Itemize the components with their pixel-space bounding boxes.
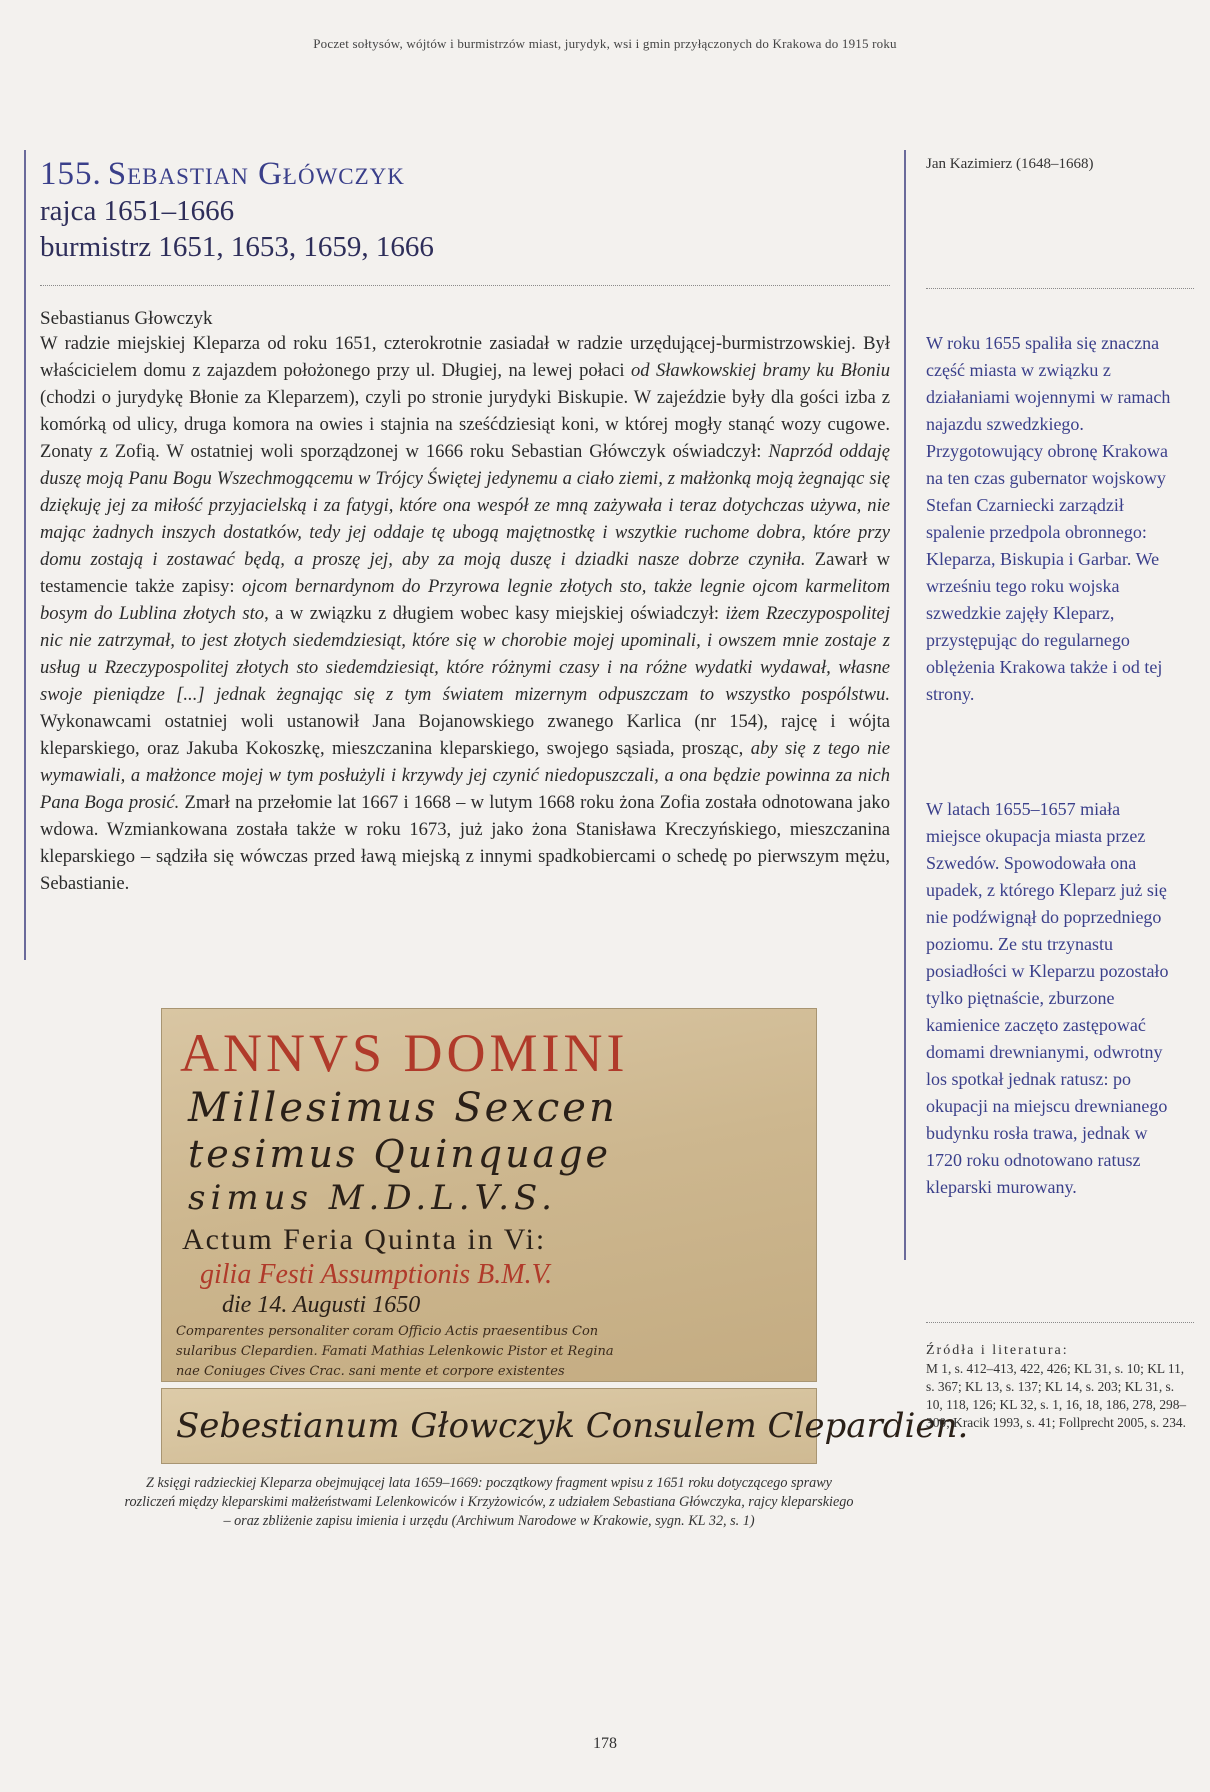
quote-part: iżem Rzeczypospolitej nic nie zatrzymał, to jest złotych siedemdziesiąt, które się w chorobie mojej upominali, i owszem mnie zostaje z usług u Rzeczypospolitej złotych sto siedemdziesiąt, które różnymi czasy i na różne wydatki wydawał, własne swoje pieniądze [...] jednak żegnając się z tym światem mizernym odpuszczam to wszystko pospólstwu.: [40, 603, 890, 705]
manuscript-line: simus M.D.L.V.S.: [188, 1178, 557, 1218]
margin-note-2: W latach 1655–1657 miała miejsce okupacja miasta przez Szwedów. Spowodowała ona upadek, z którego Kleparz już się nie podźwignął do poprzedniego poziomu. Ze stu trzynastu posiadłości w Kleparzu pozostało tylko piętnaście, zburzone kamienice zaczęto zastępować domami drewnianymi, odwrotny los spotkał jednak ratusz: po okupacji na miejscu drewnianego budynku rosła trawa, jednak w 1720 roku odnotowano ratusz kleparski murowany.: [926, 799, 1169, 1197]
manuscript-line: gilia Festi Assumptionis B.M.V.: [200, 1259, 553, 1290]
zoom-line: Sebestianum Głowczyk Consulem Clepardien.: [176, 1406, 969, 1446]
manuscript-line: Actum Feria Quinta in Vi:: [182, 1223, 547, 1256]
office-mayor: burmistrz 1651, 1653, 1659, 1666: [40, 231, 434, 263]
text-part: Wykonawcami ostatniej woli ustanowił Jana Bojanowskiego zwanego Karlica (nr 154), rajcę i wójta kleparskiego, oraz Jakuba Kokoszkę, mieszczanina kleparskiego, swojego sąsiada, prosząc,: [40, 711, 890, 759]
quote-part: Naprzód oddaję duszę moją Panu Bogu Wszechmogącemu w Trójcy Świętej jedynemu a ciało ziemi, z małżonką moją żegnając się dziękuję jej za miłość przyjacielską i za fatygi, które ona wespół ze mną zażywała i teraz dotychczas używa, nie mając żadnych inszych dostatków, tedy jej oddaje tę ubogą majętnostkę i wszytkie ruchome dobra, które przy domu zostają i zostawać będą, a proszę jej, aby za moją duszę i dziadki nasze dobrze czyniła.: [40, 441, 890, 570]
entry-name: Sebastian Główczyk: [107, 156, 405, 192]
entry: [40, 150, 890, 897]
manuscript-line: Millesimus Sexcen: [188, 1085, 618, 1131]
margin-dotted-divider: [926, 288, 1194, 289]
manuscript-image: [161, 1008, 817, 1382]
page-number: 178: [593, 1735, 617, 1752]
image-caption: Z księgi radzieckiej Kleparza obejmującej lata 1659–1669: początkowy fragment wpisu z 1651 roku dotyczącego sprawy rozliczeń między kleparskimi małżeństwami Lelenkowiców i Krzyżowiców, z udziałem Sebastiana Główczyka, rajcy kleparskiego – oraz zbliżenie zapisu imienia i urzędu (Archiwum Narodowe w Krakowie, sygn. KL 32, s. 1): [124, 1475, 854, 1529]
quote-part: aby się z tego nie wymawiali, a małżonce mojej w tym posłużyli i krzywdy jej czynić niedopuszczali, a ona będzie powinna za nich Pana Boga prosić.: [40, 738, 891, 813]
sources-label: Źródła i literatura:: [926, 1343, 1069, 1358]
entry-title: [40, 156, 890, 193]
entry-number: 155.: [40, 156, 102, 192]
text-part: Zmarł na przełomie lat 1667 i 1668 – w lutym 1668 roku żona Zofia została odnotowana jako wdowa. Wzmiankowana została także w roku 1673, już jako żona Stanisława Kreczyńskiego, mieszczanina kleparskiego – sądziła się wówczas przed ławą miejską z innymi spadkobiercami o schedę po pierwszym mężu, Sebastianie.: [40, 792, 890, 894]
sources: [926, 1342, 1194, 1432]
ruler-heading: Jan Kazimierz (1648–1668): [926, 156, 1094, 172]
manuscript-line: die 14. Augusti 1650: [222, 1292, 421, 1318]
margin-note-1: W roku 1655 spaliła się znaczna część miasta w związku z działaniami wojennymi w ramach najazdu szwedzkiego. Przygotowujący obronę Krakowa na ten czas gubernator wojskowy Stefan Czarniecki zarządził spalenie przedpola obronnego: Kleparza, Biskupia i Garbar. We wrześniu tego roku wojska szwedzkie zajęły Kleparz, przystępując do regularnego oblężenia Krakowa także i od tej strony.: [926, 333, 1171, 704]
text-part: (chodzi o jurydykę Błonie za Kleparzem), czyli po stronie jurydyki Biskupie. W zajeździe były dla gości izba z komórką od ulicy, druga komora na owies i stajnia na sześćdziesiąt koni, w której mogły stanąć wozy cugowe. Zonaty z Zofią. W ostatniej woli sporządzonej w 1666 roku Sebastian Główczyk oświadczył:: [40, 387, 890, 462]
text-part: Zawarł w testamencie także zapisy:: [40, 549, 890, 597]
biography-text: [40, 330, 890, 897]
text-part: W radzie miejskiej Kleparza od roku 1651, czterokrotnie zasiadał w radzie urzędującej-burmistrzowskiej. Był właścicielem domu z zajazdem położonego przy ul. Długiej, na lewej połaci: [40, 333, 890, 381]
margin-rule: [904, 150, 906, 1260]
running-header: Poczet sołtysów, wójtów i burmistrzów miast, jurydyk, wsi i gmin przyłączonych do Krakowa do 1915 roku: [313, 36, 897, 51]
quote-part: ojcom bernardynom do Przyrowa legnie złotych sto, także legnie ojcom karmelitom bosym do Lublina złotych sto: [40, 576, 890, 624]
office-councillor: rajca 1651–1666: [40, 195, 235, 227]
margin-column: [904, 150, 1194, 1650]
margin-dotted-divider: [926, 1322, 1194, 1323]
latin-name: Sebastianus Głowczyk: [40, 308, 213, 329]
quote-part: od Sławkowskiej bramy ku Błoniu: [630, 360, 890, 381]
manuscript-line: tesimus Quinquage: [188, 1132, 612, 1176]
manuscript-line: ANNVS DOMINI: [180, 1023, 629, 1083]
column-rule: [24, 150, 26, 960]
manuscript-line: Comparentes personaliter coram Officio Actis praesentibus Con: [176, 1324, 599, 1339]
text-part: , a w związku z długiem wobec kasy miejskiej oświadczył:: [264, 603, 726, 624]
manuscript-line: nae Coniuges Cives Crac. sani mente et corpore existentes: [176, 1364, 565, 1379]
manuscript-zoom-drawing: [162, 1389, 969, 1463]
manuscript-line: sularibus Clepardien. Famati Mathias Lelenkowic Pistor et Regina: [176, 1344, 614, 1359]
sources-text: M 1, s. 412–413, 422, 426; KL 31, s. 10; KL 11, s. 367; KL 13, s. 137; KL 14, s. 203; KL 31, s. 10, 118, 126; KL 32, s. 1, 16, 18, 186, 278, 298–300; Kracik 1993, s. 41; Follprecht 2005, s. 234.: [926, 1361, 1187, 1430]
main-column: [24, 150, 969, 1770]
manuscript-zoom-image: [161, 1388, 969, 1464]
dotted-divider: [40, 285, 890, 286]
manuscript-drawing: [162, 1009, 816, 1381]
